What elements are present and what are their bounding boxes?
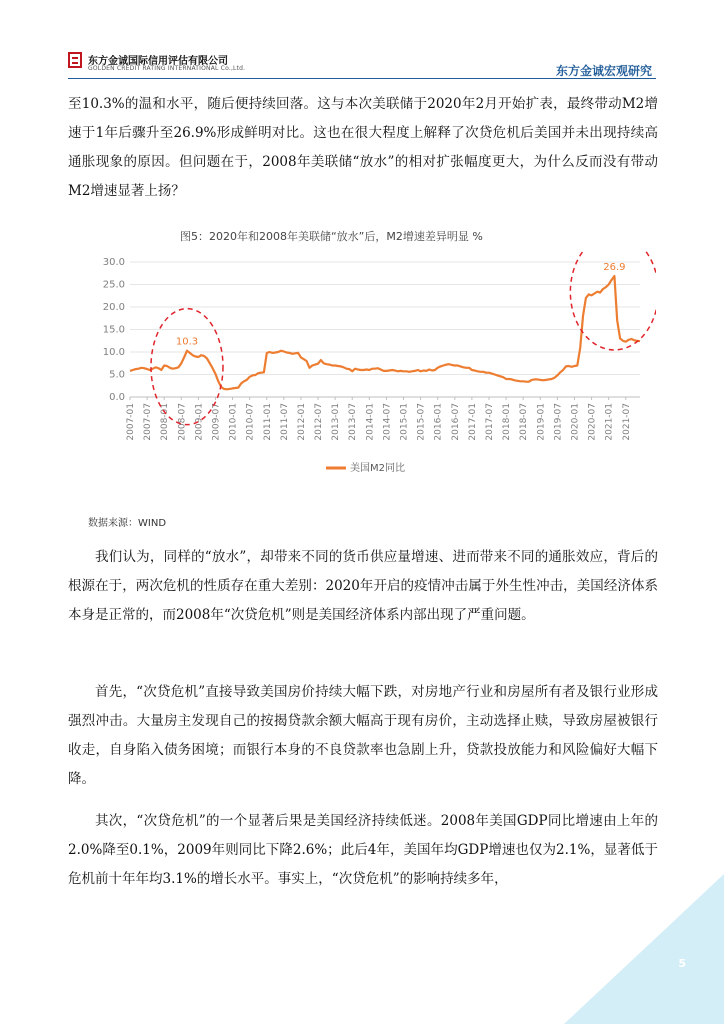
data-label: 26.9 bbox=[603, 261, 626, 273]
corner-decoration bbox=[564, 874, 724, 1024]
y-tick-label: 0.0 bbox=[109, 392, 125, 403]
y-tick-label: 25.0 bbox=[102, 279, 125, 291]
x-tick-label: 2010-07 bbox=[245, 403, 256, 441]
x-tick-label: 2007-07 bbox=[143, 403, 154, 441]
company-name-en: GOLDEN CREDIT RATING INTERNATIONAL Co.,Ltd. bbox=[88, 65, 246, 72]
paragraph-cause: 我们认为，同样的“放水”，却带来不同的货币供应量增速、进而带来不同的通胀效应，背后的根源在于，两次危机的性质存在重大差别：2020年开启的疫情冲击属于外生性冲击，美国经济体系本身是正常的，而2008年“次贷危机”则是美国经济体系内部出现了严重问题。 bbox=[68, 549, 658, 623]
x-tick-label: 2019-07 bbox=[553, 403, 564, 441]
x-tick-label: 2009-01 bbox=[194, 403, 205, 441]
data-source: 数据来源：WIND bbox=[88, 518, 167, 529]
x-tick-label: 2017-01 bbox=[467, 403, 478, 441]
x-tick-label: 2008-07 bbox=[177, 403, 188, 441]
x-tick-label: 2015-07 bbox=[416, 403, 427, 441]
x-tick-label: 2011-07 bbox=[279, 403, 290, 441]
x-tick-label: 2012-01 bbox=[296, 403, 307, 441]
x-tick-label: 2015-01 bbox=[399, 403, 410, 441]
paragraph-first: 首先，“次贷危机”直接导致美国房价持续大幅下跌，对房地产行业和房屋所有者及银行业形成强烈冲击。大量房主发现自己的按揭贷款余额大幅高于现有房价，主动选择止赎，导致房屋被银行收走，自身陷入债务困境；而银行本身的不良贷款率也急剧上升，贷款投放能力和风险偏好大幅下降。 bbox=[68, 684, 658, 787]
x-tick-label: 2013-01 bbox=[331, 403, 342, 441]
x-tick-label: 2011-01 bbox=[262, 403, 273, 441]
chart-title: 图5：2020年和2008年美联储“放水”后，M2增速差异明显 % bbox=[180, 230, 483, 243]
x-tick-label: 2009-07 bbox=[211, 403, 222, 441]
x-tick-label: 2012-07 bbox=[314, 403, 325, 441]
x-tick-label: 2021-01 bbox=[604, 403, 615, 441]
x-tick-label: 2020-07 bbox=[587, 403, 598, 441]
x-tick-label: 2020-01 bbox=[570, 403, 581, 441]
company-logo bbox=[68, 52, 82, 68]
y-tick-label: 15.0 bbox=[102, 324, 125, 336]
series-line-us-m2 bbox=[130, 276, 640, 389]
x-tick-label: 2021-07 bbox=[621, 403, 632, 441]
section-title: 东方金诚宏观研究 bbox=[555, 64, 652, 78]
page-number: 5 bbox=[678, 957, 686, 970]
x-tick-label: 2010-01 bbox=[228, 403, 239, 441]
m2-growth-chart bbox=[90, 250, 656, 480]
x-tick-label: 2014-01 bbox=[365, 403, 376, 441]
x-tick-label: 2016-07 bbox=[450, 403, 461, 441]
x-tick-label: 2018-07 bbox=[519, 403, 530, 441]
header-divider bbox=[68, 78, 656, 79]
y-tick-label: 30.0 bbox=[102, 257, 125, 268]
paragraph-second: 其次，“次贷危机”的一个显著后果是美国经济持续低迷。2008年美国GDP同比增速由上年的2.0%降至0.1%，2009年则同比下降2.6%；此后4年，美国年均GDP增速也仅为2.1%，显著低于危机前十年年均3.1%的增长水平。事实上，“次贷危机”的影响持续多年， bbox=[68, 813, 658, 887]
paragraph-intro: 至10.3%的温和水平，随后便持续回落。这与本次美联储于2020年2月开始扩表，最终带动M2增速于1年后骤升至26.9%形成鲜明对比。这也在很大程度上解释了次贷危机后美国并未出现持续高通胀现象的原因。但问题在于，2008年美联储“放水”的相对扩张幅度更大，为什么反而没有带动M2增速显著上扬？ bbox=[68, 96, 658, 199]
y-tick-label: 20.0 bbox=[102, 302, 125, 313]
x-tick-label: 2019-01 bbox=[536, 403, 547, 441]
data-label: 10.3 bbox=[175, 336, 199, 348]
x-tick-label: 2018-01 bbox=[502, 403, 513, 441]
legend-label: 美国M2同比 bbox=[350, 463, 405, 474]
x-tick-label: 2017-07 bbox=[484, 403, 495, 441]
x-tick-label: 2013-07 bbox=[348, 403, 359, 441]
y-tick-label: 5.0 bbox=[109, 369, 125, 381]
x-tick-label: 2007-01 bbox=[126, 403, 136, 441]
y-tick-label: 10.0 bbox=[102, 347, 125, 358]
x-tick-label: 2014-07 bbox=[382, 403, 393, 441]
x-tick-label: 2016-01 bbox=[433, 403, 444, 441]
company-name: 东方金诚国际信用评估有限公司 bbox=[88, 56, 228, 67]
x-tick-label: 2008-01 bbox=[160, 403, 171, 441]
